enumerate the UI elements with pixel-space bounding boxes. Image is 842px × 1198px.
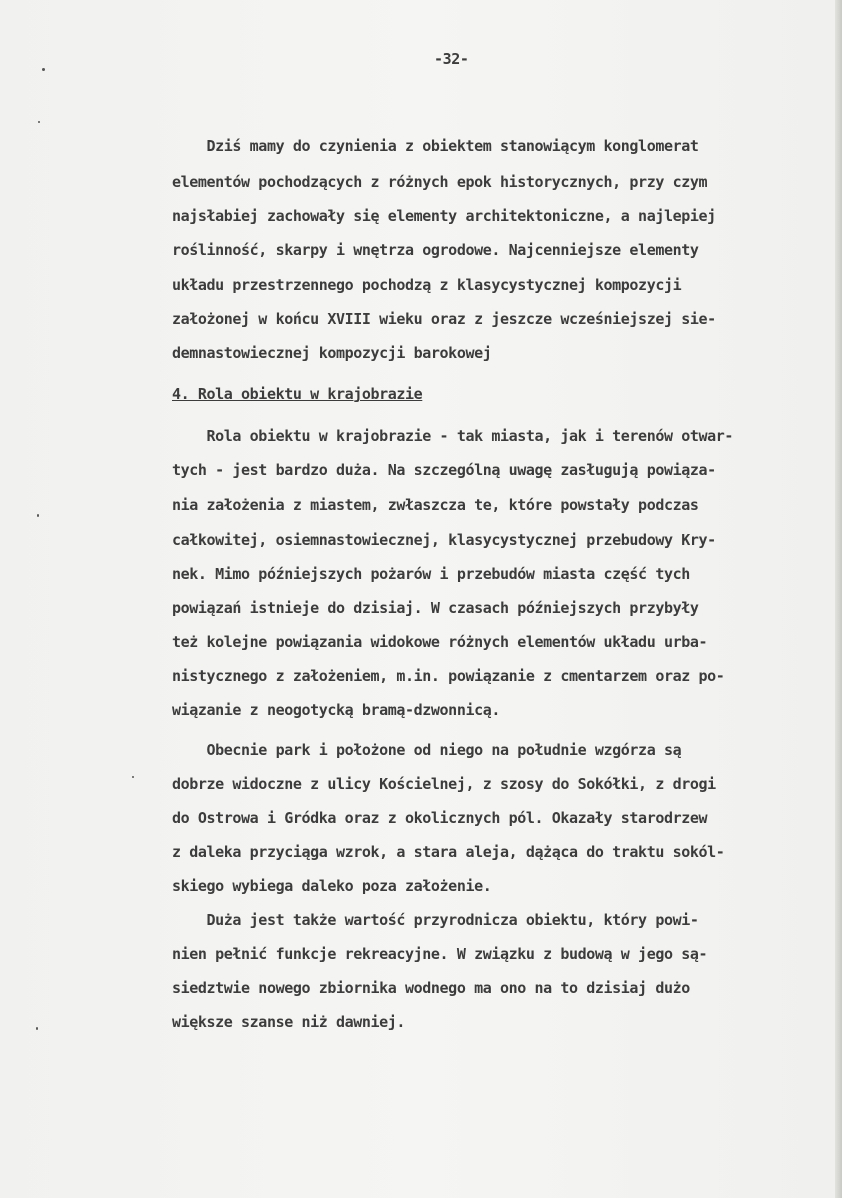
text-line: najsłabiej zachowały się elementy architektoniczne, a najlepiej (172, 207, 716, 225)
text-line: całkowitej, osiemnastowiecznej, klasycystycznej przebudowy Kry- (172, 531, 716, 549)
text-line: powiązań istnieje do dzisiaj. W czasach późniejszych przybyły (172, 599, 699, 617)
text-line: nek. Mimo późniejszych pożarów i przebudów miasta część tych (172, 565, 690, 583)
paper-speck (38, 121, 40, 123)
text-line: Obecnie park i położone od niego na południe wzgórza są (172, 741, 682, 759)
text-line: Rola obiektu w krajobrazie - tak miasta, jak i terenów otwar- (172, 427, 733, 445)
text-line: nia założenia z miastem, zwłaszcza te, które powstały podczas (172, 496, 699, 514)
text-line: nien pełnić funkcje rekreacyjne. W związku z budową w jego są- (172, 945, 708, 963)
text-line: do Ostrowa i Gródka oraz z okolicznych pól. Okazały starodrzew (172, 809, 708, 827)
text-line: założonej w końcu XVIII wieku oraz z jeszcze wcześniejszej sie- (172, 310, 716, 328)
text-line: też kolejne powiązania widokowe różnych elementów układu urba- (172, 633, 708, 651)
text-line: skiego wybiega daleko poza założenie. (172, 877, 492, 895)
text-line: większe szanse niż dawniej. (172, 1013, 406, 1031)
text-line: z daleka przyciąga wzrok, a stara aleja, dążąca do traktu sokól- (172, 843, 725, 861)
paper-speck (132, 776, 134, 778)
text-line: roślinność, skarpy i wnętrza ogrodowe. Najcenniejsze elementy (172, 241, 699, 259)
paper-speck (37, 514, 39, 517)
text-line: demnastowiecznej kompozycji barokowej (172, 344, 492, 362)
section-heading: 4. Rola obiektu w krajobrazie (172, 385, 423, 403)
text-line: układu przestrzennego pochodzą z klasycystycznej kompozycji (172, 276, 682, 294)
page-number: -32- (434, 50, 469, 68)
text-line: dobrze widoczne z ulicy Kościelnej, z szosy do Sokółki, z drogi (172, 775, 716, 793)
text-line: siedztwie nowego zbiornika wodnego ma ono na to dzisiaj dużo (172, 979, 690, 997)
paper-speck (36, 1027, 38, 1030)
text-line: nistycznego z założeniem, m.in. powiązanie z cmentarzem oraz po- (172, 667, 725, 685)
text-line: wiązanie z neogotycką bramą-dzwonnicą. (172, 701, 500, 719)
text-line: Dziś mamy do czynienia z obiektem stanowiącym konglomerat (172, 137, 699, 155)
text-line: elementów pochodzących z różnych epok historycznych, przy czym (172, 173, 708, 191)
text-line: Duża jest także wartość przyrodnicza obiektu, który powi- (172, 911, 699, 929)
text-line: tych - jest bardzo duża. Na szczególną uwagę zasługują powiąza- (172, 461, 716, 479)
paper-speck (42, 68, 45, 71)
page-edge (835, 0, 842, 1198)
